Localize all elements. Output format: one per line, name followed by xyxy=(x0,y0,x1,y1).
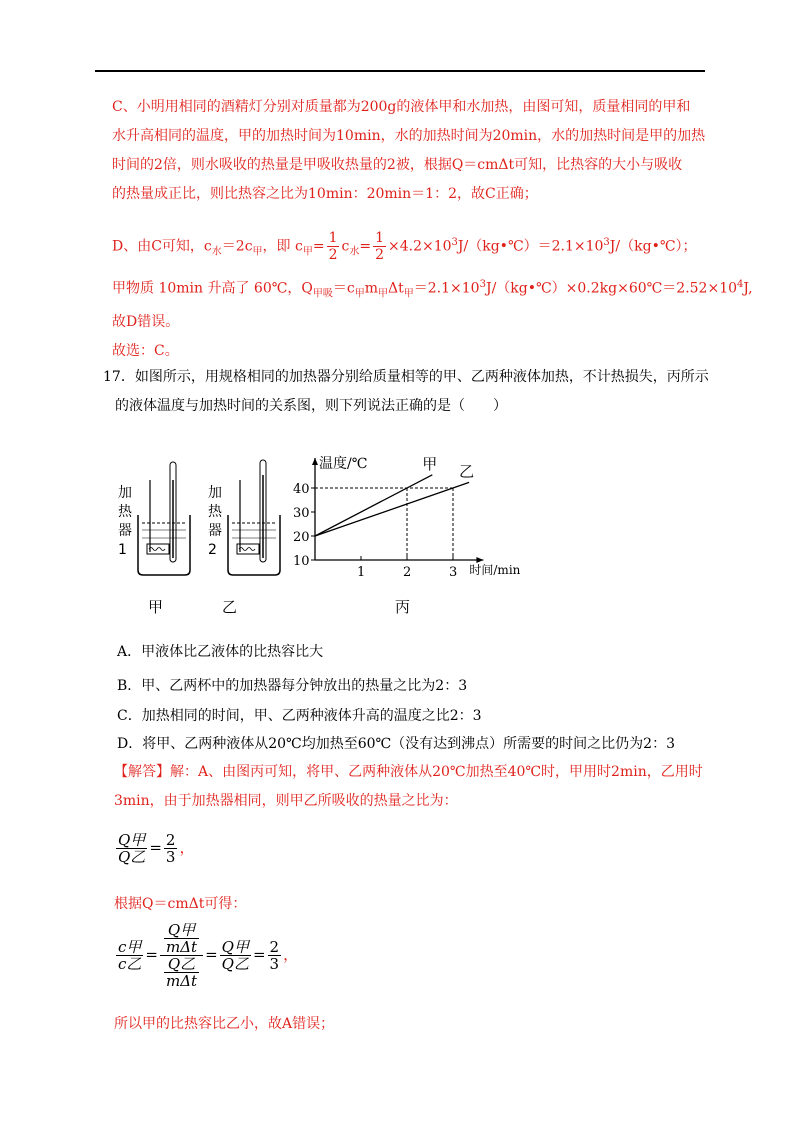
fraction-one-half xyxy=(327,230,340,263)
text: = xyxy=(312,238,325,255)
text: ， xyxy=(283,945,299,964)
heater-1-label xyxy=(118,484,132,560)
option-c: C．加热相同的时间，甲、乙两种液体升高的温度之比2：3 xyxy=(117,708,482,724)
frac-num: 2 xyxy=(269,938,280,956)
text: ×4.2×10 xyxy=(387,238,452,255)
frac-den: 3 xyxy=(269,955,280,973)
frac-den: 3 xyxy=(165,848,176,866)
text: m xyxy=(364,280,379,297)
option-a: A．甲液体比乙液体的比热容比大 xyxy=(117,644,324,660)
option-b: B．甲、乙两杯中的加热器每分钟放出的热量之比为2：3 xyxy=(117,678,468,694)
frac-num: 2 xyxy=(165,831,176,849)
inner-frac-bottom xyxy=(164,956,199,989)
solution-line-2: 3min，由于加热器相同，则甲乙所吸收的热量之比为： xyxy=(114,793,458,809)
subscript: 水 xyxy=(349,246,360,258)
part-c-line-3: 时间的2倍，则水吸收的热量是甲吸收热量的2被，根据Q＝cmΔt可知，比热容的大小与吸收 xyxy=(112,157,683,173)
x-tick-label: 3 xyxy=(449,565,458,580)
subscript: 甲 xyxy=(302,246,313,258)
option-d: D．将甲、乙两种液体从20℃均加热至60℃（没有达到沸点）所需要的时间之比仍为2：3 xyxy=(117,736,675,752)
text: J, xyxy=(743,280,753,297)
y-tick-label: 10 xyxy=(293,554,310,569)
frac-den: mΔt xyxy=(165,972,198,990)
text: = xyxy=(145,945,158,964)
frac-num: Q乙 xyxy=(164,956,199,973)
text: = xyxy=(359,238,372,255)
heater-jia-coil-pattern xyxy=(149,548,165,551)
beaker-jia-outline xyxy=(138,515,190,575)
fraction-c-ratio xyxy=(116,939,143,972)
part-c-line-4: 的热量成正比，则比热容之比为10min：20min＝1：2，故C正确； xyxy=(112,186,538,202)
part-d-explanation xyxy=(112,230,712,264)
frac-den: 2 xyxy=(328,247,338,263)
text: ， xyxy=(179,838,195,857)
solution-line-4-wrap xyxy=(114,1010,714,1039)
text: J/（kg•℃）×0.2kg×60℃＝2.52×10 xyxy=(485,280,738,297)
figure-label-jia: 甲 xyxy=(148,598,164,616)
fraction-q-ratio-2 xyxy=(220,939,251,972)
frac-den: 2 xyxy=(375,247,384,263)
x-axis-label: 时间/min xyxy=(469,563,521,577)
heater-1-char: 热 xyxy=(118,504,132,520)
heater-1-char: 器 xyxy=(118,523,132,539)
frac-num: Q甲 xyxy=(221,938,249,956)
frac-num: Q甲 xyxy=(118,831,146,849)
fraction-q-ratio xyxy=(116,832,147,865)
solution-tag: 【解答】 xyxy=(114,764,170,780)
subscript: 水 xyxy=(211,246,222,258)
fraction-compound xyxy=(160,922,203,989)
fraction-2-3 xyxy=(164,832,178,865)
solution-line-4: 所以甲的比热容比乙小，故A错误； xyxy=(114,1016,335,1032)
solution-line-1 xyxy=(114,758,714,787)
text: = xyxy=(205,945,218,964)
y-tick-label: 20 xyxy=(293,530,310,545)
frac-den: c乙 xyxy=(118,955,142,973)
x-tick-label: 2 xyxy=(403,565,412,580)
series-label-yi: 乙 xyxy=(459,462,475,481)
part-d-line-1 xyxy=(112,230,712,264)
text: ＝c xyxy=(332,280,355,297)
heater-2-char: 加 xyxy=(208,485,222,501)
frac-den: Q乙 xyxy=(221,955,249,973)
fraction-one-half xyxy=(373,230,386,263)
subscript: 甲吸 xyxy=(312,288,333,300)
frac-num: 1 xyxy=(328,230,338,246)
text: = xyxy=(149,838,162,857)
heater-1-char: 加 xyxy=(118,485,132,501)
text: = xyxy=(252,945,266,964)
solution xyxy=(114,758,714,816)
text: 解：A、由图丙可知，将甲、乙两种液体从20℃加热至40℃时，甲用时2min，乙用时 xyxy=(170,764,703,780)
subscript: 甲 xyxy=(252,246,263,258)
superscript: 3 xyxy=(479,279,486,290)
frac-num: c甲 xyxy=(118,938,142,956)
series-line-yi xyxy=(315,482,469,536)
text: ，即 c xyxy=(262,238,303,255)
part-d-continued xyxy=(112,270,753,366)
text: J/（kg•℃）＝2.1×10 xyxy=(457,238,604,255)
compound-num xyxy=(160,922,203,956)
superscript: 3 xyxy=(603,236,610,248)
text: 甲物质 10min 升高了 60℃，Q xyxy=(112,280,313,297)
subscript: 甲 xyxy=(378,288,389,300)
frac-den: mΔt xyxy=(165,938,198,956)
part-c-line-1: C、小明用相同的酒精灯分别对质量都为200g的液体甲和水加热，由图可知，质量相同的甲和 xyxy=(112,99,691,115)
heater-2-char: 热 xyxy=(208,504,222,520)
frac-num: Q甲 xyxy=(164,922,199,939)
question-17-line-2: 的液体温度与加热时间的关系图，则下列说法正确的是（ ） xyxy=(115,398,507,414)
y-tick-label: 40 xyxy=(293,482,310,497)
y-axis-arrow xyxy=(312,458,318,465)
superscript: 4 xyxy=(737,279,744,290)
heater-yi-coil-pattern xyxy=(239,548,255,551)
superscript: 3 xyxy=(451,236,458,248)
part-d-line-2 xyxy=(112,270,753,308)
question-17 xyxy=(103,363,709,421)
figure-svg xyxy=(110,420,540,620)
heater-2-char: 2 xyxy=(208,542,217,558)
subscript: 甲 xyxy=(354,288,365,300)
heater-1-char: 1 xyxy=(118,542,127,558)
part-c-explanation xyxy=(112,93,712,209)
text: ＝2c xyxy=(221,238,253,255)
text: c xyxy=(341,238,350,255)
temperature-time-chart xyxy=(293,455,521,580)
subscript: 甲 xyxy=(403,288,414,300)
fraction-2-3-b xyxy=(268,939,282,972)
part-c-line-2: 水升高相同的温度，甲的加热时间为10min，水的加热时间为20min，水的加热时间是甲的加热 xyxy=(112,128,706,144)
text: Δt xyxy=(388,280,404,297)
heat-ratio-formula xyxy=(114,832,194,865)
beaker-jia xyxy=(138,462,190,575)
series-label-jia: 甲 xyxy=(422,454,438,473)
part-d-line-3: 故D错误。 xyxy=(112,314,180,331)
beaker-yi xyxy=(228,460,280,575)
specific-heat-ratio-formula xyxy=(114,922,298,989)
question-figure xyxy=(110,420,540,620)
frac-num: 1 xyxy=(375,230,384,246)
text: J/（kg•℃）； xyxy=(609,238,697,255)
text: ＝2.1×10 xyxy=(413,280,480,297)
inner-frac-top xyxy=(164,922,199,955)
series-line-jia xyxy=(315,475,432,536)
figure-label-yi: 乙 xyxy=(222,598,238,616)
frac-den: Q乙 xyxy=(118,848,146,866)
answer-choice-prev: 故选：C。 xyxy=(112,343,179,360)
question-17-line-1: 17．如图所示，用规格相同的加热器分别给质量相等的甲、乙两种液体加热，不计热损失，丙所示 xyxy=(103,369,709,385)
solution-line-3: 根据Q＝cmΔt可得： xyxy=(114,896,247,912)
heater-2-char: 器 xyxy=(208,523,222,539)
x-tick-label: 1 xyxy=(357,565,366,580)
header-rule xyxy=(95,70,705,72)
y-axis-label: 温度/℃ xyxy=(319,456,368,472)
compound-den xyxy=(160,956,203,989)
figure-label-bing: 丙 xyxy=(395,598,411,616)
y-tick-label: 30 xyxy=(293,506,310,521)
beaker-yi-outline xyxy=(228,515,280,575)
text: D、由C可知，c xyxy=(112,238,212,255)
solution-line-3-wrap xyxy=(114,890,714,919)
heater-2-label xyxy=(208,484,222,560)
